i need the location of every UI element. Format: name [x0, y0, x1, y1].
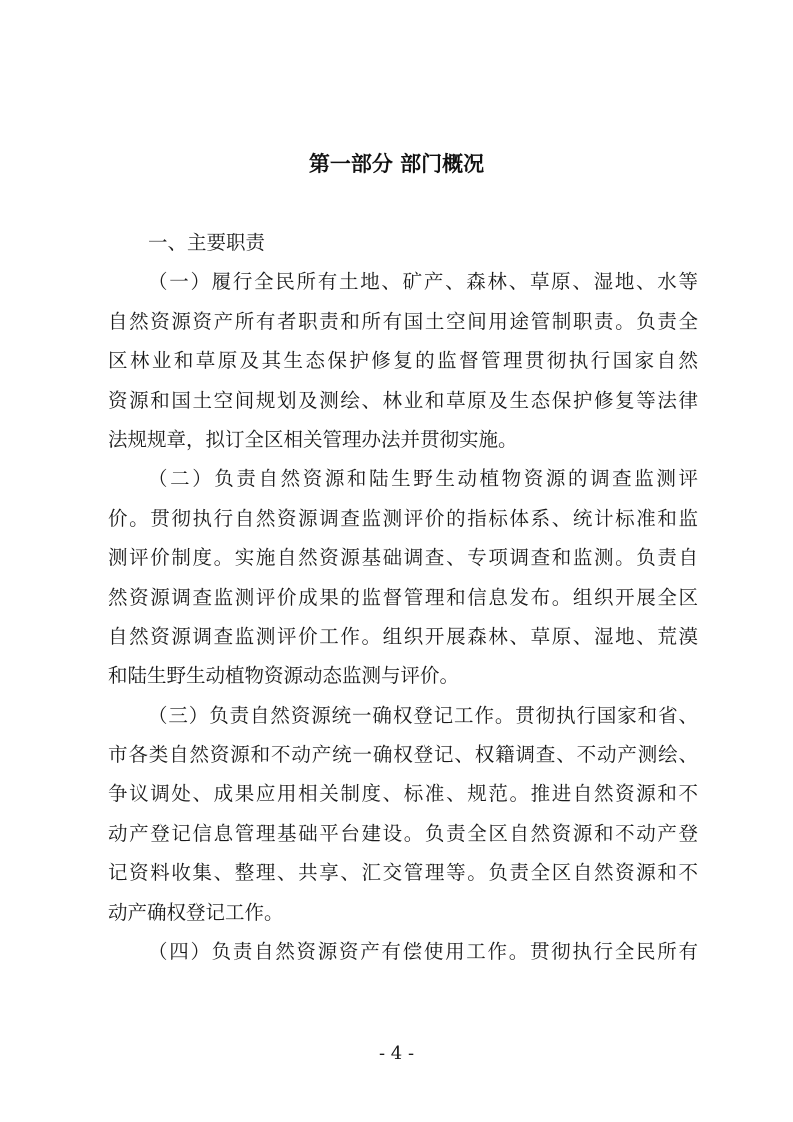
paragraph [108, 262, 698, 459]
document-body [108, 223, 698, 971]
paragraph [108, 696, 698, 932]
text-line: 法规规章，拟订全区相关管理办法并贯彻实施。 [108, 427, 518, 451]
text-line: （一）履行全民所有土地、矿产、森林、草原、湿地、水等 [148, 270, 698, 294]
text-line: （三）负责自然资源统一确权登记工作。贯彻执行国家和省、 [148, 703, 698, 727]
text-line: 然资源调查监测评价成果的监督管理和信息发布。组织开展全区 [108, 585, 698, 609]
text-line: 价。贯彻执行自然资源调查监测评价的指标体系、统计标准和监 [108, 506, 698, 530]
text-line: 自然资源调查监测评价工作。组织开展森林、草原、湿地、荒漠 [108, 624, 698, 648]
text-line: 资源和国土空间规划及测绘、林业和草原及生态保护修复等法律 [108, 388, 698, 412]
text-line: 动产确权登记工作。 [108, 900, 284, 924]
text-line: （四）负责自然资源资产有偿使用工作。贯彻执行全民所有 [148, 940, 698, 964]
section-heading: 一、主要职责 [148, 231, 266, 254]
text-line: 记资料收集、整理、共享、汇交管理等。负责全区自然资源和不 [108, 861, 698, 885]
text-line: 区林业和草原及其生态保护修复的监督管理贯彻执行国家自然 [108, 349, 698, 373]
text-line: 市各类自然资源和不动产统一确权登记、权籍调查、不动产测绘、 [108, 743, 698, 767]
text-line: 测评价制度。实施自然资源基础调查、专项调查和监测。负责自 [108, 546, 698, 570]
page-title: 第一部分 部门概况 [308, 152, 485, 176]
text-line: 动产登记信息管理基础平台建设。负责全区自然资源和不动产登 [108, 821, 698, 845]
paragraph [108, 932, 698, 971]
text-line: 和陆生野生动植物资源动态监测与评价。 [108, 664, 460, 688]
page-number: - 4 - [378, 1043, 415, 1064]
text-line: 自然资源资产所有者职责和所有国土空间用途管制职责。负责全 [108, 309, 698, 333]
paragraphs [108, 262, 698, 971]
text-line: （二）负责自然资源和陆生野生动植物资源的调查监测评 [148, 467, 698, 491]
paragraph [108, 459, 698, 695]
text-line: 争议调处、成果应用相关制度、标准、规范。推进自然资源和不 [108, 782, 698, 806]
